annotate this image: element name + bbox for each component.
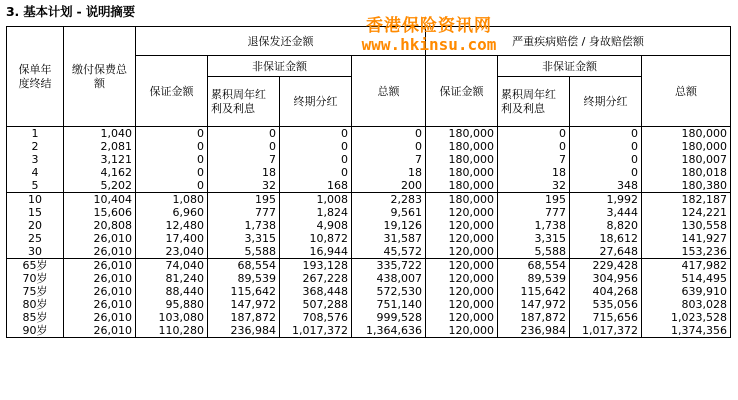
cell-death-accum-interest: 32 — [498, 179, 570, 193]
table-row — [7, 206, 731, 219]
header-surrender-value-group: 退保发还金额 — [136, 27, 426, 56]
cell-death-guaranteed: 120,000 — [426, 285, 498, 298]
cell-surrender-guaranteed: 88,440 — [136, 285, 208, 298]
cell-death-accum-interest: 18 — [498, 166, 570, 179]
cell-total-premium: 26,010 — [64, 259, 136, 273]
watermark-cn: 香港保险资讯网 — [366, 16, 492, 36]
table-row — [7, 140, 731, 153]
cell-death-guaranteed: 180,000 — [426, 179, 498, 193]
table-row — [7, 324, 731, 338]
cell-surrender-terminal-bonus: 10,872 — [280, 232, 352, 245]
cell-surrender-guaranteed: 0 — [136, 140, 208, 153]
cell-surrender-guaranteed: 110,280 — [136, 324, 208, 338]
cell-surrender-guaranteed: 81,240 — [136, 272, 208, 285]
cell-death-terminal-bonus: 304,956 — [570, 272, 642, 285]
cell-death-total: 182,187 — [642, 193, 731, 207]
cell-surrender-guaranteed: 0 — [136, 127, 208, 141]
cell-death-terminal-bonus: 715,656 — [570, 311, 642, 324]
cell-death-guaranteed: 180,000 — [426, 166, 498, 179]
cell-death-total: 803,028 — [642, 298, 731, 311]
cell-total-premium: 1,040 — [64, 127, 136, 141]
cell-death-accum-interest: 777 — [498, 206, 570, 219]
cell-surrender-total: 0 — [352, 127, 426, 141]
cell-death-guaranteed: 120,000 — [426, 272, 498, 285]
cell-death-terminal-bonus: 8,820 — [570, 219, 642, 232]
table-row — [7, 245, 731, 259]
cell-death-accum-interest: 7 — [498, 153, 570, 166]
cell-surrender-terminal-bonus: 708,576 — [280, 311, 352, 324]
header-death-terminal-bonus: 终期分红 — [570, 77, 642, 127]
cell-policy-year: 75岁 — [7, 285, 64, 298]
cell-surrender-total: 572,530 — [352, 285, 426, 298]
cell-death-accum-interest: 89,539 — [498, 272, 570, 285]
cell-surrender-total: 999,528 — [352, 311, 426, 324]
cell-death-total: 180,018 — [642, 166, 731, 179]
cell-death-guaranteed: 180,000 — [426, 127, 498, 141]
cell-death-guaranteed: 180,000 — [426, 140, 498, 153]
cell-surrender-accum-interest: 0 — [208, 127, 280, 141]
cell-death-terminal-bonus: 3,444 — [570, 206, 642, 219]
cell-surrender-total: 45,572 — [352, 245, 426, 259]
cell-surrender-terminal-bonus: 1,008 — [280, 193, 352, 207]
table-row — [7, 285, 731, 298]
table-row — [7, 298, 731, 311]
cell-surrender-terminal-bonus: 0 — [280, 153, 352, 166]
cell-death-terminal-bonus: 535,056 — [570, 298, 642, 311]
cell-death-total: 153,236 — [642, 245, 731, 259]
cell-policy-year: 30 — [7, 245, 64, 259]
cell-death-accum-interest: 195 — [498, 193, 570, 207]
cell-total-premium: 2,081 — [64, 140, 136, 153]
cell-total-premium: 10,404 — [64, 193, 136, 207]
cell-surrender-accum-interest: 7 — [208, 153, 280, 166]
cell-death-total: 417,982 — [642, 259, 731, 273]
table-row — [7, 259, 731, 273]
cell-death-terminal-bonus: 18,612 — [570, 232, 642, 245]
cell-death-guaranteed: 180,000 — [426, 193, 498, 207]
cell-total-premium: 26,010 — [64, 298, 136, 311]
cell-surrender-accum-interest: 3,315 — [208, 232, 280, 245]
cell-surrender-accum-interest: 187,872 — [208, 311, 280, 324]
cell-death-total: 124,221 — [642, 206, 731, 219]
cell-death-total: 141,927 — [642, 232, 731, 245]
cell-death-total: 130,558 — [642, 219, 731, 232]
cell-policy-year: 10 — [7, 193, 64, 207]
cell-total-premium: 4,162 — [64, 166, 136, 179]
cell-total-premium: 5,202 — [64, 179, 136, 193]
cell-death-accum-interest: 0 — [498, 127, 570, 141]
table-row — [7, 311, 731, 324]
cell-surrender-guaranteed: 0 — [136, 179, 208, 193]
cell-death-total: 180,380 — [642, 179, 731, 193]
cell-policy-year: 80岁 — [7, 298, 64, 311]
table-row — [7, 272, 731, 285]
cell-surrender-accum-interest: 68,554 — [208, 259, 280, 273]
section-title: 3. 基本计划 - 说明摘要 — [6, 4, 135, 19]
table-row — [7, 127, 731, 141]
cell-surrender-total: 0 — [352, 140, 426, 153]
cell-death-total: 180,007 — [642, 153, 731, 166]
cell-total-premium: 26,010 — [64, 232, 136, 245]
header-surrender-guaranteed: 保证金额 — [136, 56, 208, 127]
cell-death-total: 180,000 — [642, 127, 731, 141]
cell-death-terminal-bonus: 0 — [570, 166, 642, 179]
header-death-benefit-group: 严重疾病赔偿 / 身故赔偿额 — [426, 27, 731, 56]
cell-death-guaranteed: 120,000 — [426, 298, 498, 311]
cell-death-accum-interest: 0 — [498, 140, 570, 153]
cell-total-premium: 3,121 — [64, 153, 136, 166]
cell-total-premium: 15,606 — [64, 206, 136, 219]
cell-surrender-accum-interest: 115,642 — [208, 285, 280, 298]
cell-surrender-accum-interest: 32 — [208, 179, 280, 193]
cell-death-terminal-bonus: 404,268 — [570, 285, 642, 298]
cell-death-total: 514,495 — [642, 272, 731, 285]
cell-death-total: 1,023,528 — [642, 311, 731, 324]
cell-policy-year: 5 — [7, 179, 64, 193]
cell-surrender-accum-interest: 0 — [208, 140, 280, 153]
header-death-total: 总额 — [642, 56, 731, 127]
cell-surrender-guaranteed: 23,040 — [136, 245, 208, 259]
cell-surrender-terminal-bonus: 1,824 — [280, 206, 352, 219]
cell-policy-year: 20 — [7, 219, 64, 232]
cell-death-guaranteed: 120,000 — [426, 206, 498, 219]
cell-death-terminal-bonus: 1,017,372 — [570, 324, 642, 338]
cell-surrender-total: 1,364,636 — [352, 324, 426, 338]
cell-surrender-total: 31,587 — [352, 232, 426, 245]
cell-death-terminal-bonus: 0 — [570, 140, 642, 153]
cell-policy-year: 25 — [7, 232, 64, 245]
cell-death-terminal-bonus: 348 — [570, 179, 642, 193]
cell-total-premium: 26,010 — [64, 272, 136, 285]
header-death-accum-interest: 累积周年红利及利息 — [498, 77, 570, 127]
cell-surrender-total: 9,561 — [352, 206, 426, 219]
cell-death-terminal-bonus: 0 — [570, 127, 642, 141]
header-death-guaranteed: 保证金额 — [426, 56, 498, 127]
cell-surrender-terminal-bonus: 0 — [280, 140, 352, 153]
cell-death-guaranteed: 120,000 — [426, 324, 498, 338]
header-surrender-terminal-bonus: 终期分红 — [280, 77, 352, 127]
cell-surrender-terminal-bonus: 368,448 — [280, 285, 352, 298]
cell-surrender-terminal-bonus: 0 — [280, 166, 352, 179]
cell-surrender-total: 2,283 — [352, 193, 426, 207]
cell-death-accum-interest: 147,972 — [498, 298, 570, 311]
cell-policy-year: 65岁 — [7, 259, 64, 273]
table-row — [7, 153, 731, 166]
header-policy-year: 保单年度终结 — [7, 27, 64, 127]
cell-death-total: 639,910 — [642, 285, 731, 298]
cell-death-guaranteed: 120,000 — [426, 219, 498, 232]
cell-death-total: 1,374,356 — [642, 324, 731, 338]
cell-death-guaranteed: 120,000 — [426, 245, 498, 259]
cell-surrender-total: 438,007 — [352, 272, 426, 285]
cell-surrender-total: 751,140 — [352, 298, 426, 311]
cell-policy-year: 85岁 — [7, 311, 64, 324]
cell-policy-year: 3 — [7, 153, 64, 166]
header-surrender-non-guaranteed: 非保证金额 — [208, 56, 352, 77]
cell-death-guaranteed: 180,000 — [426, 153, 498, 166]
cell-surrender-total: 200 — [352, 179, 426, 193]
cell-death-terminal-bonus: 27,648 — [570, 245, 642, 259]
cell-surrender-guaranteed: 17,400 — [136, 232, 208, 245]
cell-death-guaranteed: 120,000 — [426, 232, 498, 245]
benefit-illustration-table — [6, 26, 731, 338]
cell-surrender-guaranteed: 0 — [136, 166, 208, 179]
cell-surrender-accum-interest: 1,738 — [208, 219, 280, 232]
cell-death-guaranteed: 120,000 — [426, 259, 498, 273]
cell-total-premium: 26,010 — [64, 245, 136, 259]
cell-surrender-total: 19,126 — [352, 219, 426, 232]
cell-death-accum-interest: 3,315 — [498, 232, 570, 245]
cell-surrender-guaranteed: 95,880 — [136, 298, 208, 311]
cell-surrender-accum-interest: 777 — [208, 206, 280, 219]
cell-death-accum-interest: 5,588 — [498, 245, 570, 259]
cell-surrender-total: 7 — [352, 153, 426, 166]
cell-surrender-terminal-bonus: 1,017,372 — [280, 324, 352, 338]
cell-surrender-guaranteed: 12,480 — [136, 219, 208, 232]
cell-surrender-accum-interest: 5,588 — [208, 245, 280, 259]
cell-death-accum-interest: 68,554 — [498, 259, 570, 273]
cell-surrender-total: 335,722 — [352, 259, 426, 273]
cell-total-premium: 26,010 — [64, 324, 136, 338]
cell-policy-year: 90岁 — [7, 324, 64, 338]
header-total-premium: 缴付保费总额 — [64, 27, 136, 127]
cell-surrender-terminal-bonus: 507,288 — [280, 298, 352, 311]
cell-death-terminal-bonus: 229,428 — [570, 259, 642, 273]
cell-surrender-guaranteed: 74,040 — [136, 259, 208, 273]
header-surrender-accum-interest: 累积周年红利及利息 — [208, 77, 280, 127]
cell-death-accum-interest: 115,642 — [498, 285, 570, 298]
cell-death-total: 180,000 — [642, 140, 731, 153]
cell-surrender-guaranteed: 0 — [136, 153, 208, 166]
cell-surrender-terminal-bonus: 193,128 — [280, 259, 352, 273]
cell-surrender-accum-interest: 18 — [208, 166, 280, 179]
cell-death-accum-interest: 187,872 — [498, 311, 570, 324]
cell-total-premium: 20,808 — [64, 219, 136, 232]
table-row — [7, 193, 731, 207]
cell-total-premium: 26,010 — [64, 311, 136, 324]
header-death-non-guaranteed: 非保证金额 — [498, 56, 642, 77]
cell-death-terminal-bonus: 0 — [570, 153, 642, 166]
cell-surrender-guaranteed: 1,080 — [136, 193, 208, 207]
cell-death-accum-interest: 236,984 — [498, 324, 570, 338]
cell-surrender-accum-interest: 147,972 — [208, 298, 280, 311]
cell-surrender-total: 18 — [352, 166, 426, 179]
cell-policy-year: 15 — [7, 206, 64, 219]
cell-surrender-guaranteed: 103,080 — [136, 311, 208, 324]
watermark-url: www.hkinsu.com — [361, 35, 497, 54]
table-body — [7, 127, 731, 338]
cell-total-premium: 26,010 — [64, 285, 136, 298]
cell-policy-year: 1 — [7, 127, 64, 141]
cell-surrender-accum-interest: 195 — [208, 193, 280, 207]
cell-surrender-accum-interest: 89,539 — [208, 272, 280, 285]
cell-surrender-terminal-bonus: 168 — [280, 179, 352, 193]
cell-surrender-terminal-bonus: 16,944 — [280, 245, 352, 259]
cell-policy-year: 70岁 — [7, 272, 64, 285]
table-row — [7, 232, 731, 245]
cell-policy-year: 2 — [7, 140, 64, 153]
cell-policy-year: 4 — [7, 166, 64, 179]
cell-surrender-terminal-bonus: 267,228 — [280, 272, 352, 285]
cell-surrender-terminal-bonus: 4,908 — [280, 219, 352, 232]
cell-surrender-terminal-bonus: 0 — [280, 127, 352, 141]
cell-death-terminal-bonus: 1,992 — [570, 193, 642, 207]
header-surrender-total: 总额 — [352, 56, 426, 127]
table-row — [7, 166, 731, 179]
table-row — [7, 179, 731, 193]
cell-death-accum-interest: 1,738 — [498, 219, 570, 232]
cell-death-guaranteed: 120,000 — [426, 311, 498, 324]
cell-surrender-guaranteed: 6,960 — [136, 206, 208, 219]
cell-surrender-accum-interest: 236,984 — [208, 324, 280, 338]
table-row — [7, 219, 731, 232]
